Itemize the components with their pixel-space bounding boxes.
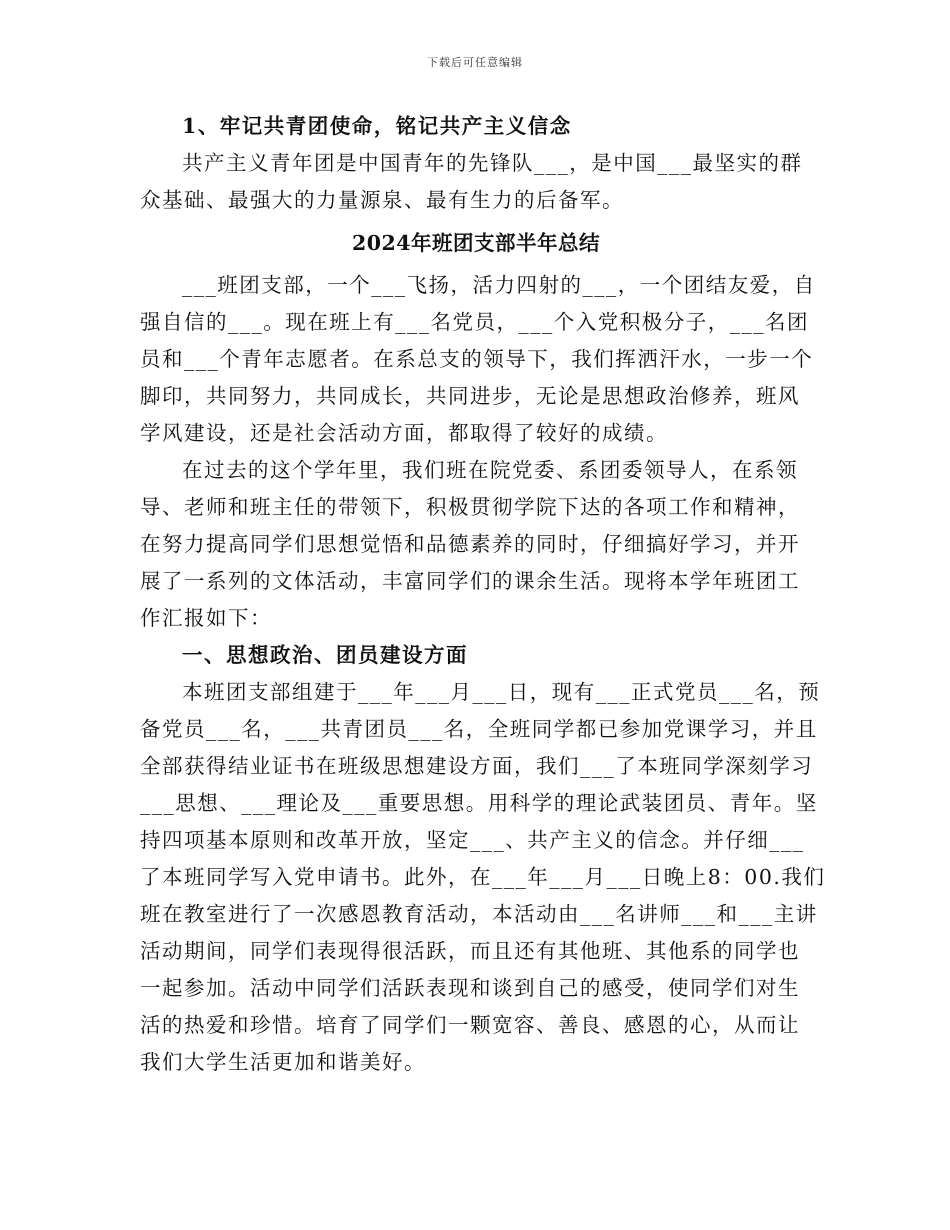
section-heading-political: 一、思想政治、团员建设方面 bbox=[182, 643, 468, 667]
section-heading-mission: 1、牢记共青团使命，铭记共产主义信念 bbox=[182, 114, 572, 138]
body-line: 活动期间，同学们表现得很活跃，而且还有其他班、其他系的同学也 bbox=[140, 939, 800, 963]
body-line: 一起参加。活动中同学们活跃表现和谈到自己的感受，使同学们对生 bbox=[140, 976, 800, 1000]
body-line: 学风建设，还是社会活动方面，都取得了较好的成绩。 bbox=[140, 421, 668, 445]
body-line: 脚印，共同努力，共同成长，共同进步，无论是思想政治修养，班风 bbox=[140, 384, 800, 408]
body-line: 备党员___名，___共青团员___名，全班同学都已参加党课学习，并且 bbox=[140, 717, 818, 741]
body-line: 强自信的___。现在班上有___名党员，___个入党积极分子，___名团 bbox=[140, 310, 809, 334]
document-title: 2024年班团支部半年总结 bbox=[351, 231, 601, 255]
body-line: 持四项基本原则和改革开放，坚定___、共产主义的信念。并仔细___ bbox=[140, 828, 805, 852]
body-line: ___班团支部，一个___飞扬，活力四射的___，一个团结友爱，自 bbox=[182, 273, 816, 297]
body-line: 在过去的这个学年里，我们班在院党委、系团委领导人，在系领 bbox=[182, 458, 798, 482]
body-line: 作汇报如下： bbox=[140, 606, 272, 630]
body-line: 本班团支部组建于___年___月___日，现有___正式党员___名，预 bbox=[182, 680, 821, 704]
page-header-note: 下载后可任意编辑 bbox=[427, 56, 523, 69]
document-body bbox=[140, 108, 826, 1081]
body-line: 活的热爱和珍惜。培育了同学们一颗宽容、善良、感恩的心，从而让 bbox=[140, 1013, 800, 1037]
body-line: 我们大学生活更加和谐美好。 bbox=[140, 1050, 426, 1074]
body-line: ___思想、___理论及___重要思想。用科学的理论武装团员、青年。坚 bbox=[140, 791, 818, 815]
body-line: 了本班同学写入党申请书。此外，在___年___月___日晚上8：00.我们 bbox=[140, 865, 826, 889]
body-line: 展了一系列的文体活动，丰富同学们的课余生活。现将本学年班团工 bbox=[140, 569, 800, 593]
body-line: 共产主义青年团是中国青年的先锋队___，是中国___最坚实的群 bbox=[182, 151, 803, 175]
body-line: 在努力提高同学们思想觉悟和品德素养的同时，仔细搞好学习，并开 bbox=[140, 532, 800, 556]
body-line: 众基础、最强大的力量源泉、最有生力的后备军。 bbox=[140, 188, 624, 212]
body-line: 班在教室进行了一次感恩教育活动，本活动由___名讲师___和___主讲 bbox=[140, 902, 818, 926]
body-line: 员和___个青年志愿者。在系总支的领导下，我们挥洒汗水，一步一个 bbox=[140, 347, 814, 371]
body-line: 导、老师和班主任的带领下，积极贯彻学院下达的各项工作和精神， bbox=[140, 495, 800, 519]
body-line: 全部获得结业证书在班级思想建设方面，我们___了本班同学深刻学习 bbox=[140, 754, 814, 778]
